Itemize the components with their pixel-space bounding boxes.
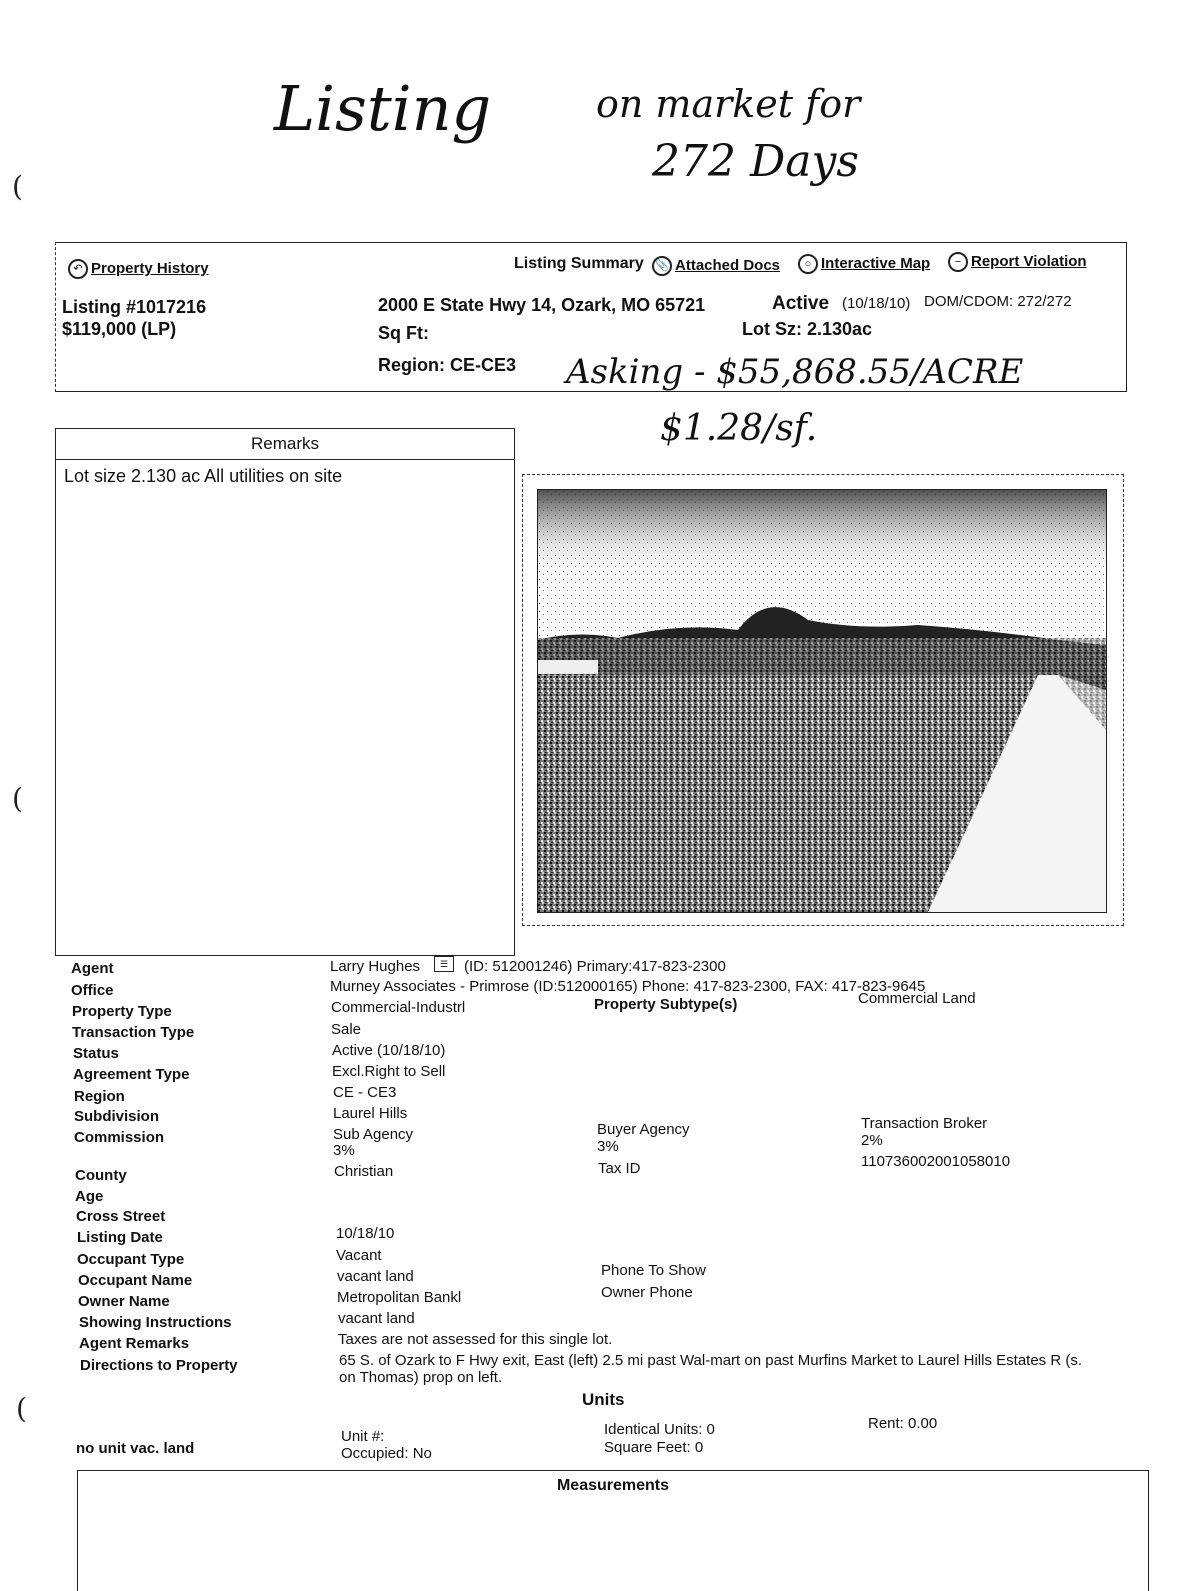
directions-line2: on Thomas) prop on left. [339, 1369, 503, 1386]
handwritten-market-line2: 272 Days [652, 136, 859, 187]
transaction-type-value: Sale [331, 1021, 362, 1038]
no-unit-text: no unit vac. land [76, 1440, 195, 1457]
history-icon: ↶ [68, 259, 88, 279]
units-heading: Units [582, 1390, 625, 1409]
subdivision-label: Subdivision [74, 1108, 160, 1125]
region-summary: Region: CE-CE3 [378, 355, 517, 375]
agreement-type-value: Excl.Right to Sell [332, 1063, 446, 1080]
listing-number: Listing #1017216 [62, 297, 207, 317]
transaction-broker-pct: 2% [861, 1132, 883, 1149]
agent-value: Larry Hughes [330, 958, 421, 975]
property-history-link[interactable]: ↶ Property History [68, 259, 209, 279]
owner-phone-label: Owner Phone [601, 1284, 693, 1301]
occupant-name-value: vacant land [337, 1268, 414, 1285]
property-subtype-label: Property Subtype(s) [594, 996, 738, 1013]
occupant-type-label: Occupant Type [77, 1251, 185, 1268]
tax-id-label: Tax ID [598, 1160, 641, 1177]
remarks-heading: Remarks [56, 429, 514, 460]
listing-summary-tab[interactable]: Listing Summary [514, 255, 644, 272]
measurements-panel [77, 1470, 1149, 1591]
interactive-map-link[interactable]: ○ Interactive Map [798, 254, 930, 274]
sub-agency-pct: 3% [333, 1142, 355, 1159]
dom-cdom: DOM/CDOM: 272/272 [924, 293, 1072, 310]
handwritten-asking: Asking - $55,868.55/ACRE [566, 352, 1024, 392]
status-text: Active [772, 293, 830, 314]
office-value: Murney Associates - Primrose (ID:512000165) Phone: 417-823-2300, FAX: 417-823-9645 [330, 978, 926, 995]
region-label: Region [74, 1088, 125, 1105]
occupant-name-label: Occupant Name [78, 1272, 193, 1289]
property-type-value: Commercial-Industrl [331, 999, 466, 1016]
square-feet: Square Feet: 0 [604, 1439, 704, 1456]
paperclip-icon: 📎 [652, 256, 672, 276]
remarks-panel [55, 428, 515, 956]
remarks-text: Lot size 2.130 ac All utilities on site [64, 466, 343, 486]
property-subtype-value: Commercial Land [858, 990, 976, 1007]
handwritten-market-line1: on market for [596, 82, 861, 126]
agent-remarks-label: Agent Remarks [79, 1335, 190, 1352]
listing-date-value: 10/18/10 [336, 1225, 395, 1242]
attached-docs-link[interactable]: 📎 Attached Docs [652, 256, 780, 276]
property-type-label: Property Type [72, 1003, 172, 1020]
identical-units: Identical Units: 0 [604, 1421, 715, 1438]
commission-label: Commission [74, 1129, 165, 1146]
showing-instructions-value: vacant land [338, 1310, 415, 1327]
occupied-value: Occupied: No [341, 1445, 432, 1462]
lot-size: Lot Sz: 2.130ac [742, 319, 873, 339]
unit-number-label: Unit #: [341, 1428, 385, 1445]
margin-mark: ( [12, 170, 23, 203]
vcard-icon[interactable]: ☰ [434, 956, 454, 972]
handwritten-title: Listing [274, 72, 492, 145]
margin-mark: ( [12, 782, 23, 815]
owner-name-label: Owner Name [78, 1293, 170, 1310]
age-label: Age [75, 1188, 104, 1205]
address: 2000 E State Hwy 14, Ozark, MO 65721 [378, 295, 706, 315]
showing-instructions-label: Showing Instructions [79, 1314, 232, 1331]
agreement-type-label: Agreement Type [73, 1066, 190, 1083]
rent-value: Rent: 0.00 [868, 1415, 938, 1432]
occupant-type-value: Vacant [336, 1247, 382, 1264]
owner-name-value: Metropolitan Bankl [337, 1289, 462, 1306]
sqft-label: Sq Ft: [378, 323, 429, 343]
directions-label: Directions to Property [80, 1357, 238, 1374]
measurements-heading: Measurements [556, 1477, 670, 1494]
margin-mark: ( [16, 1392, 27, 1425]
transaction-broker-label: Transaction Broker [861, 1115, 988, 1132]
no-entry-icon: − [948, 252, 968, 272]
agent-label: Agent [71, 960, 114, 977]
county-value: Christian [334, 1163, 394, 1180]
handwritten-per-sf: $1.28/sf. [660, 408, 818, 449]
transaction-type-label: Transaction Type [72, 1024, 195, 1041]
cross-street-label: Cross Street [76, 1208, 166, 1225]
agent-remarks-value: Taxes are not assessed for this single lot. [338, 1331, 613, 1348]
buyer-agency-label: Buyer Agency [597, 1121, 690, 1138]
region-value: CE - CE3 [333, 1084, 397, 1101]
report-violation-link[interactable]: − Report Violation [948, 252, 1087, 272]
list-price: $119,000 (LP) [62, 319, 177, 339]
property-photo-frame [522, 474, 1124, 926]
status-date: (10/18/10) [842, 295, 911, 312]
globe-icon: ○ [798, 254, 818, 274]
subdivision-value: Laurel Hills [333, 1105, 408, 1122]
listing-date-label: Listing Date [77, 1229, 163, 1246]
agent-extra: (ID: 512001246) Primary:417-823-2300 [464, 958, 726, 975]
tax-id-value: 110736002001058010 [861, 1153, 1011, 1170]
status-label: Status [73, 1045, 119, 1062]
sub-agency-label: Sub Agency [333, 1126, 414, 1143]
status-value: Active (10/18/10) [332, 1042, 446, 1059]
directions-line1: 65 S. of Ozark to F Hwy exit, East (left) 2.5 mi past Wal-mart on past Murfins Market to Laurel Hills Estates R (s. [339, 1352, 1082, 1369]
buyer-agency-pct: 3% [597, 1138, 619, 1155]
office-label: Office [71, 982, 114, 999]
phone-to-show-label: Phone To Show [601, 1262, 706, 1279]
property-photo[interactable] [537, 489, 1107, 913]
county-label: County [75, 1167, 127, 1184]
